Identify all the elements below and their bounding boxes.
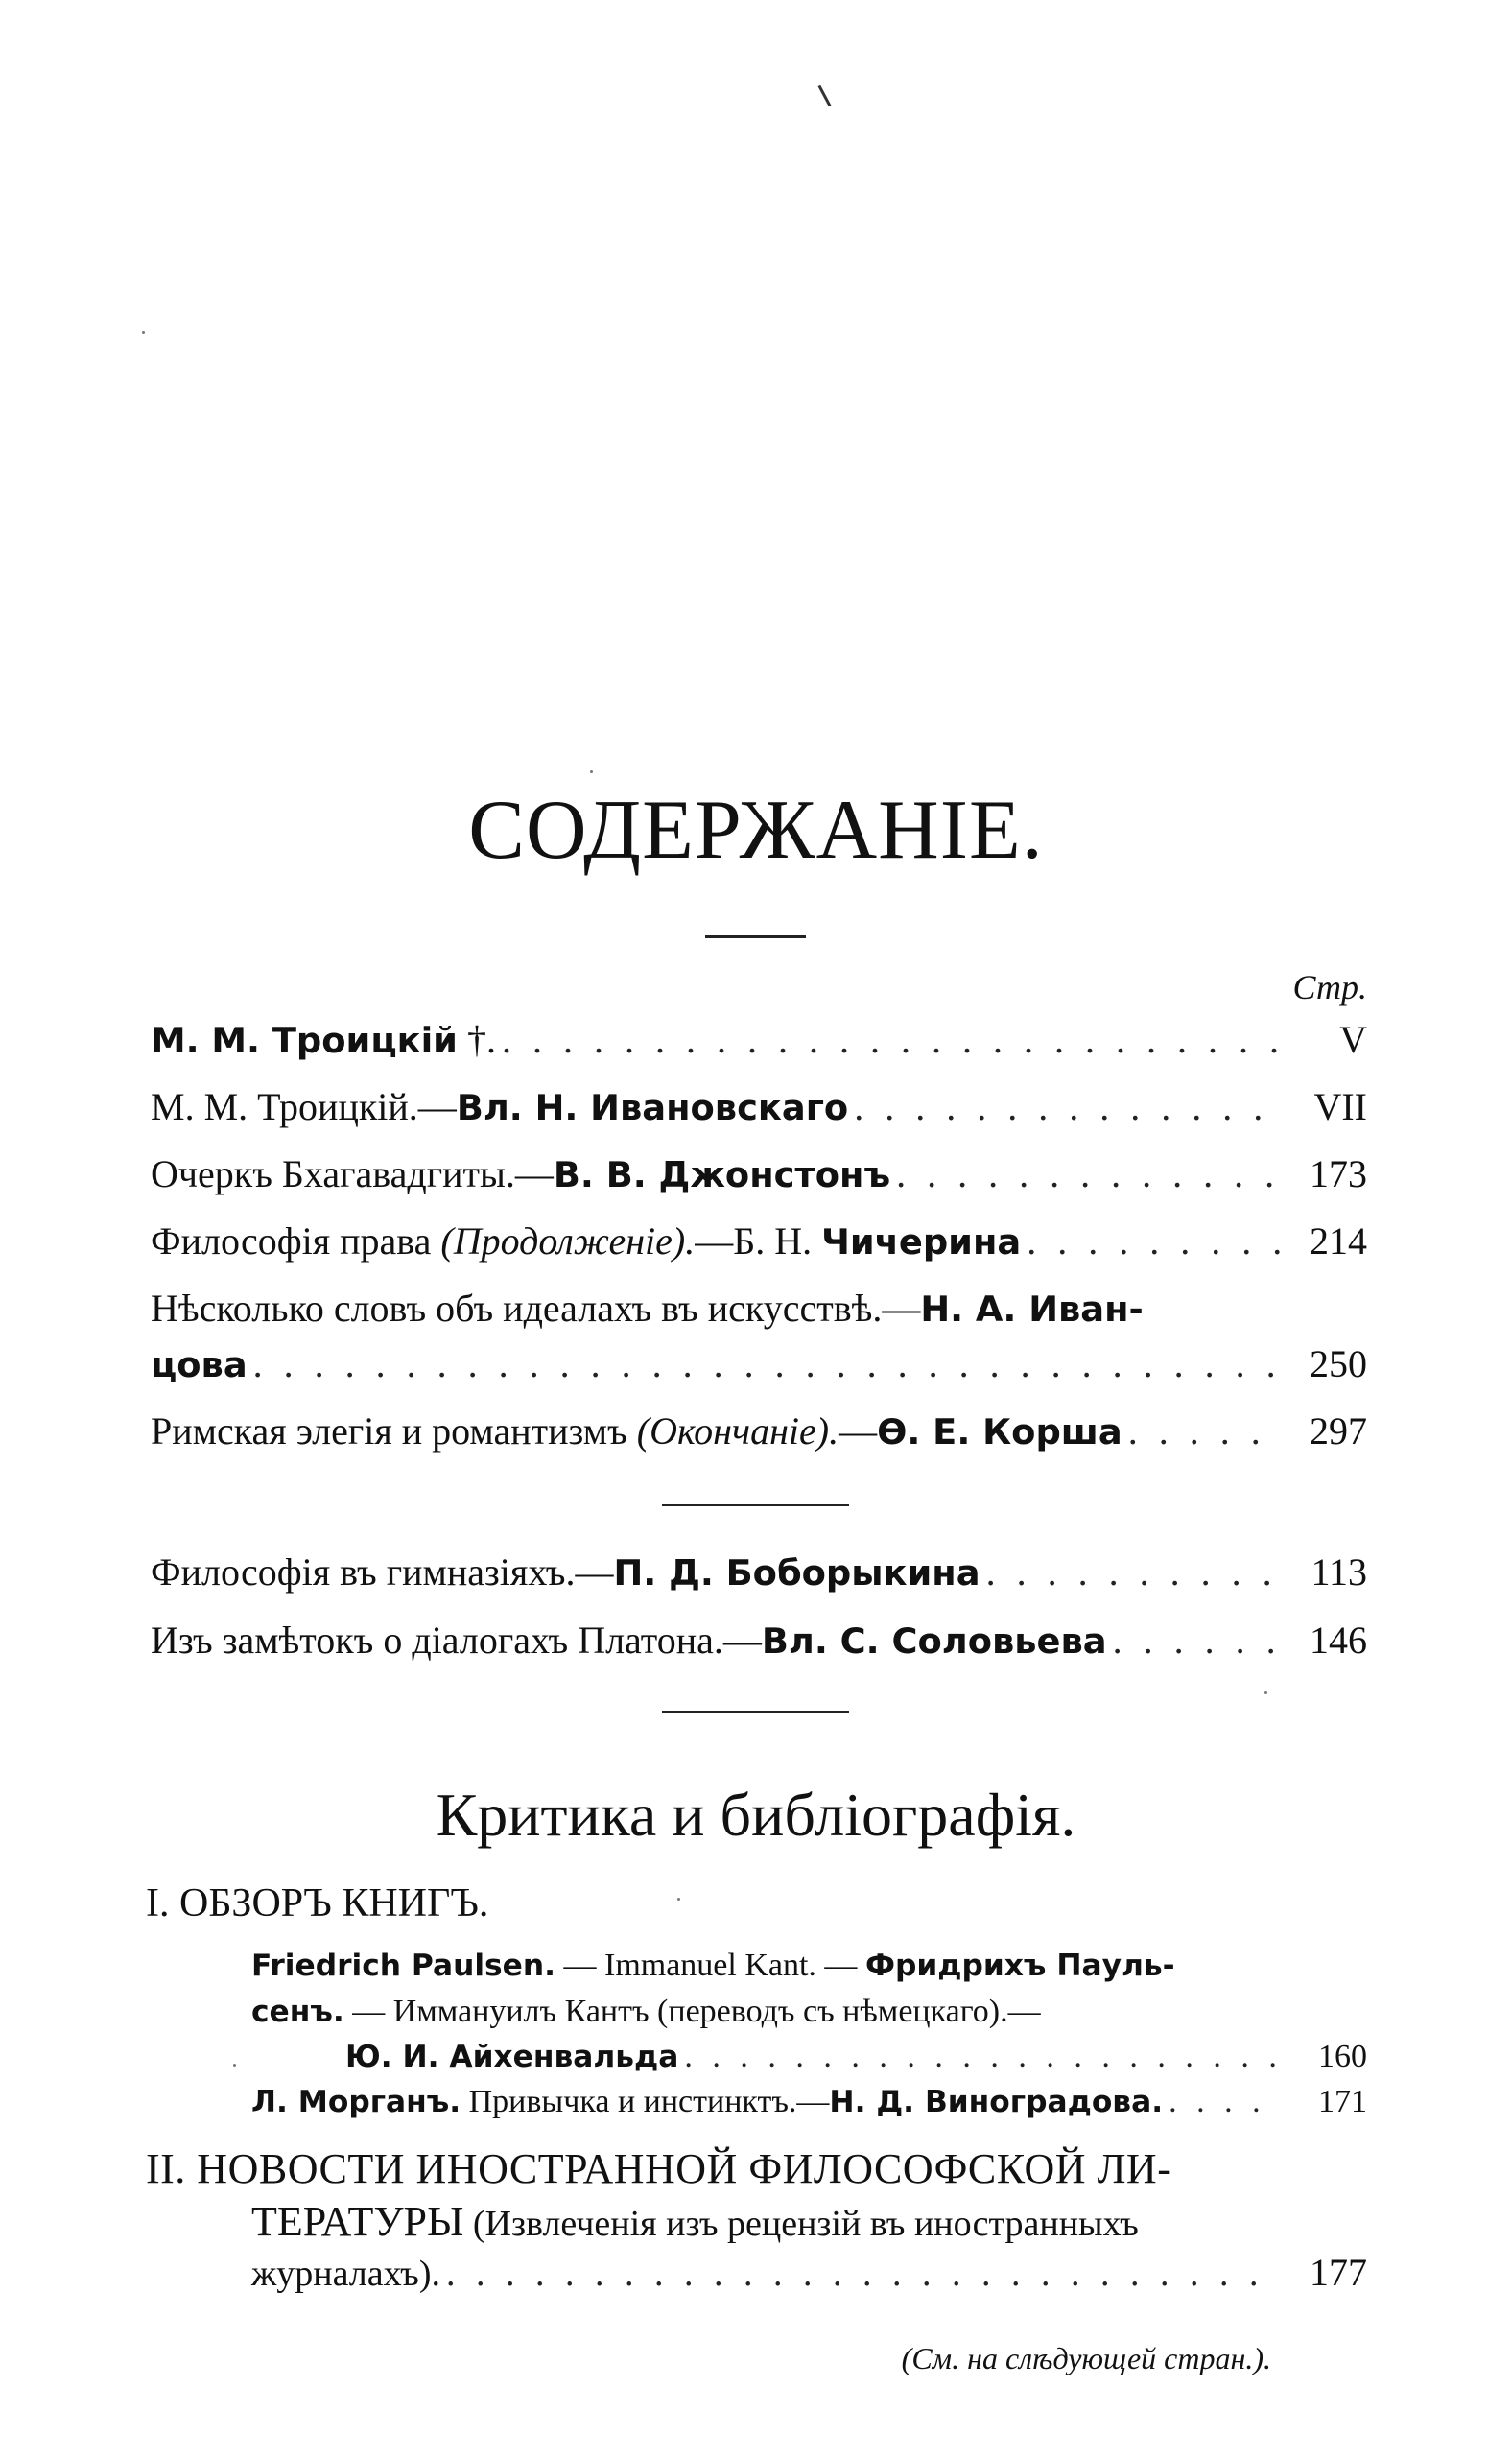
- toc-entry[interactable]: [151, 1549, 1367, 1599]
- entry-author: Л. Морганъ.: [251, 2085, 461, 2119]
- leader-dots: [496, 1017, 1281, 1062]
- toc-entry[interactable]: [151, 1618, 1367, 1667]
- leader-dots: [248, 1341, 1281, 1386]
- entry-author: Чичерина: [821, 1221, 1022, 1263]
- divider: [662, 1711, 849, 1713]
- page-number: V: [1339, 1018, 1367, 1061]
- toc-entry[interactable]: [151, 1286, 1367, 1335]
- leader-dots: [678, 2039, 1281, 2075]
- subsection-heading: II. НОВОСТИ ИНОСТРАННОЙ ФИЛОСОФСКОЙ ЛИ-: [146, 2145, 1172, 2192]
- page-number: 297: [1310, 1409, 1367, 1453]
- book-review[interactable]: [251, 1948, 1367, 1992]
- toc-entry[interactable]: [151, 1084, 1367, 1134]
- entry-text: журналахъ).: [251, 2254, 440, 2294]
- leader-dots: [848, 1084, 1281, 1129]
- page-number: 250: [1310, 1342, 1367, 1385]
- entry-note: (Продолженіе).: [440, 1219, 696, 1263]
- entry-author: П. Д. Боборыкина: [613, 1552, 980, 1594]
- page-number: 173: [1310, 1152, 1367, 1195]
- entry-text: Изъ замѣтокъ о діалогахъ Платона.—: [151, 1619, 762, 1662]
- page-number: 146: [1310, 1619, 1367, 1662]
- toc-entry[interactable]: [251, 2250, 1367, 2300]
- scan-speck: [233, 2064, 236, 2067]
- entry-author: цова: [151, 1344, 248, 1385]
- toc-entry[interactable]: [151, 1151, 1367, 1201]
- leader-dots: [1163, 2084, 1281, 2120]
- entry-author: Ю. И. Айхенвальда: [345, 2040, 679, 2074]
- leader-dots: [1122, 1408, 1281, 1454]
- entry-text: —: [839, 1409, 878, 1453]
- page-number: VII: [1313, 1085, 1367, 1128]
- book-review[interactable]: [251, 2084, 1367, 2128]
- subsection-heading-continued: [251, 2197, 1367, 2247]
- entry-author: Фридрихъ Пауль-: [864, 1949, 1175, 1983]
- toc-entry[interactable]: [151, 1218, 1367, 1268]
- divider: [662, 1504, 849, 1506]
- entry-author: Ѳ. Е. Корша: [877, 1411, 1122, 1453]
- page-title: СОДЕРЖАНІЕ.: [468, 784, 1044, 877]
- entry-author: Н. Д. Виноградова.: [829, 2085, 1164, 2119]
- scan-mark: [818, 85, 832, 107]
- leader-dots: [890, 1151, 1281, 1196]
- entry-text: Привычка и инстинктъ.—: [461, 2084, 830, 2119]
- entry-note: (Окончаніе).: [636, 1409, 839, 1453]
- page-number: 160: [1318, 2039, 1367, 2074]
- page-number: 177: [1310, 2251, 1367, 2294]
- subsection-heading: I. ОБЗОРЪ КНИГЪ.: [146, 1881, 489, 1926]
- entry-text: —Б. Н.: [695, 1219, 822, 1263]
- section-title: Критика и библіографія.: [436, 1781, 1076, 1849]
- subsection-heading-text: ТЕРАТУРЫ: [251, 2198, 464, 2245]
- divider: [705, 935, 806, 938]
- page-number: 113: [1311, 1550, 1367, 1594]
- entry-author: Н. А. Иван-: [920, 1288, 1144, 1330]
- entry-text: Очеркъ Бхагавадгиты.—: [151, 1152, 554, 1195]
- toc-entry-continued[interactable]: [151, 1341, 1367, 1391]
- entry-text: (Извлеченія изъ рецензій въ иностранныхъ: [463, 2204, 1139, 2244]
- entry-author: В. В. Джонстонъ: [553, 1154, 891, 1195]
- book-review-continued: [345, 2039, 1367, 2083]
- entry-author: Вл. Н. Ивановскаго: [456, 1087, 849, 1128]
- entry-text: †.: [457, 1018, 496, 1061]
- page-number: 171: [1318, 2084, 1367, 2119]
- entry-text: Римская элегія и романтизмъ: [151, 1409, 637, 1453]
- scan-speck: [677, 1898, 680, 1901]
- leader-dots: [980, 1549, 1281, 1595]
- entry-author: М. М. Троицкій: [151, 1020, 458, 1061]
- page-column-header: Стр.: [1292, 968, 1367, 1006]
- scan-speck: [590, 770, 593, 773]
- page-number: 214: [1310, 1219, 1367, 1263]
- entry-author: Вл. С. Соловьева: [761, 1620, 1107, 1662]
- entry-text: М. М. Троицкій.—: [151, 1085, 457, 1128]
- leader-dots: [1107, 1618, 1281, 1663]
- entry-text: Философія въ гимназіяхъ.—: [151, 1550, 614, 1594]
- leader-dots: [1021, 1218, 1281, 1264]
- leader-dots: [440, 2253, 1281, 2295]
- toc-entry[interactable]: [151, 1017, 1367, 1067]
- entry-text: — Immanuel Kant. —: [555, 1948, 865, 1983]
- toc-entry[interactable]: [151, 1408, 1367, 1458]
- entry-author: Friedrich Paulsen.: [251, 1949, 555, 1983]
- entry-text: Нѣсколько словъ объ идеалахъ въ искусствѣ.—: [151, 1287, 921, 1330]
- entry-author: сенъ.: [251, 1995, 344, 2029]
- continued-note: (См. на слѣдующей стран.).: [901, 2341, 1271, 2375]
- entry-text: Философія права: [151, 1219, 441, 1263]
- scan-speck: [1264, 1691, 1267, 1694]
- entry-text: — Иммануилъ Кантъ (переводъ съ нѣмецкаго).—: [343, 1994, 1041, 2029]
- scan-speck: [142, 331, 145, 334]
- book-review-continued: [251, 1994, 1367, 2038]
